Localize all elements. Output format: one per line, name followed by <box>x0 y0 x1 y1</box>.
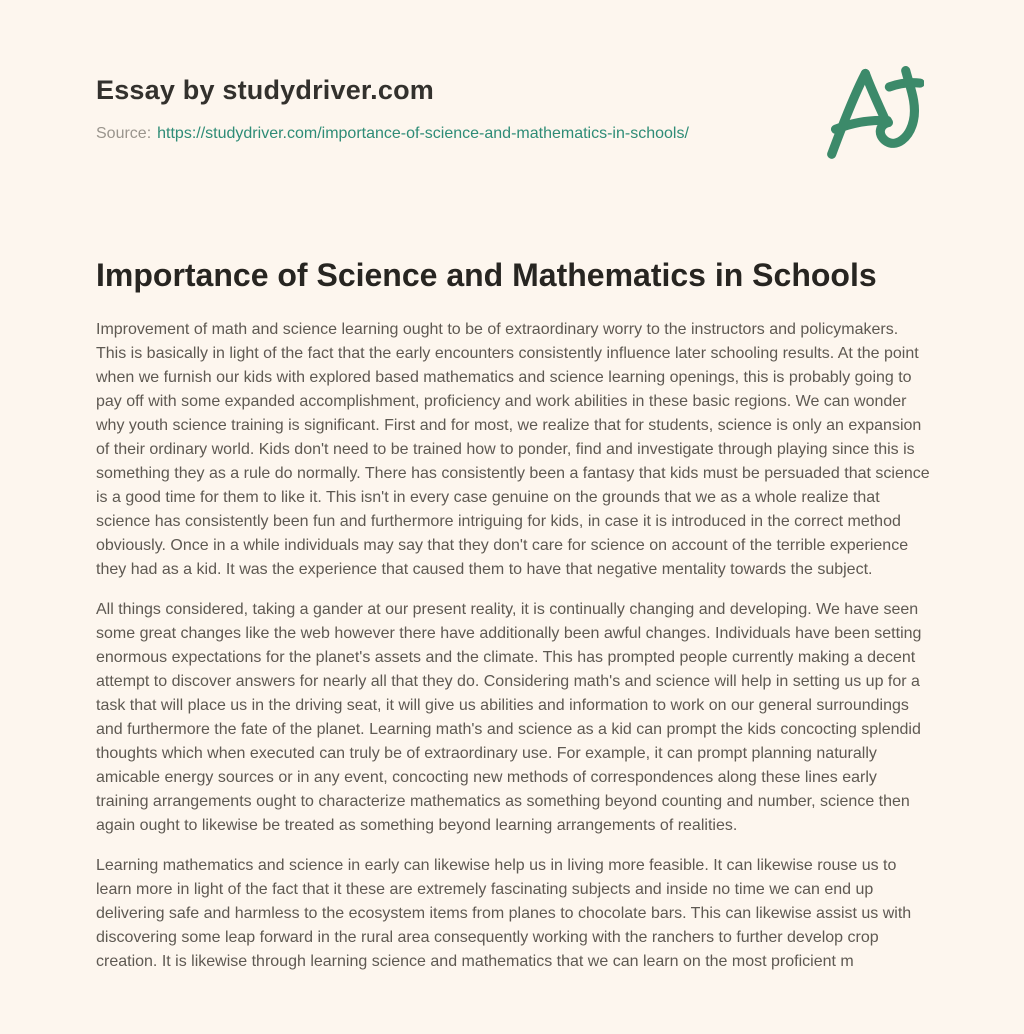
source-label: Source: <box>96 125 152 142</box>
essay-paragraph-1: Improvement of math and science learning ought to be of extraordinary worry to the instructors and policymakers. This is basically in light of the fact that the early encounters consistently influence later schooling results. At the point when we furnish our kids with explored based mathematics and science learning openings, this is probably going to pay off with some expanded accomplishment, proficiency and work abilities in these basic regions. We can wonder why youth science training is significant. First and for most, we realize that for students, science is only an expansion of their ordinary world. Kids don't need to be trained how to ponder, find and investigate through playing since this is something they as a rule do normally. There has consistently been a fantasy that kids must be persuaded that science is a good time for them to like it. This isn't in every case genuine on the grounds that we as a whole realize that science has consistently been fun and furthermore intriguing for kids, in case it is introduced in the correct method obviously. Once in a while individuals may say that they don't care for science on account of the terrible experience they had as a kid. It was the experience that caused them to have that negative mentality towards the subject. <box>96 321 930 578</box>
essay-paragraph-2: All things considered, taking a gander at our present reality, it is continually changing and developing. We have seen some great changes like the web however there have additionally been awful changes. Individuals have been setting enormous expectations for the planet's assets and the climate. This has prompted people currently making a decent attempt to discover answers for nearly all that they do. Considering math's and science will help in setting us up for a task that will place us in the driving seat, it will give us abilities and information to work on our general surroundings and furthermore the fate of the planet. Learning math's and science as a kid can prompt the kids concocting splendid thoughts which when executed can truly be of extraordinary use. For example, it can prompt planning naturally amicable energy sources or in any event, concocting new methods of correspondences along these lines early training arrangements ought to characterize mathematics as something beyond counting and number, science then again ought to likewise be treated as something beyond learning arrangements of realities. <box>96 601 922 834</box>
essay-paragraph-3: Learning mathematics and science in early can likewise help us in living more feasible. It can likewise rouse us to learn more in light of the fact that it these are extremely fascinating subjects and inside no time we can end up delivering safe and harmless to the ecosystem items from planes to chocolate bars. This can likewise assist us with discovering some leap forward in the rural area consequently working with the ranchers to further develop crop creation. It is likewise through learning science and mathematics that we can learn on the most proficient m <box>96 857 912 970</box>
studydriver-a-plus-logo-icon <box>824 61 924 161</box>
essay-title: Importance of Science and Mathematics in Schools <box>96 257 877 293</box>
essay-by-heading: Essay by studydriver.com <box>96 75 434 105</box>
source-line <box>96 123 932 145</box>
source-url-link[interactable]: https://studydriver.com/importance-of-science-and-mathematics-in-schools/ <box>157 125 689 142</box>
page-header <box>96 74 932 145</box>
essay-body <box>96 318 932 974</box>
